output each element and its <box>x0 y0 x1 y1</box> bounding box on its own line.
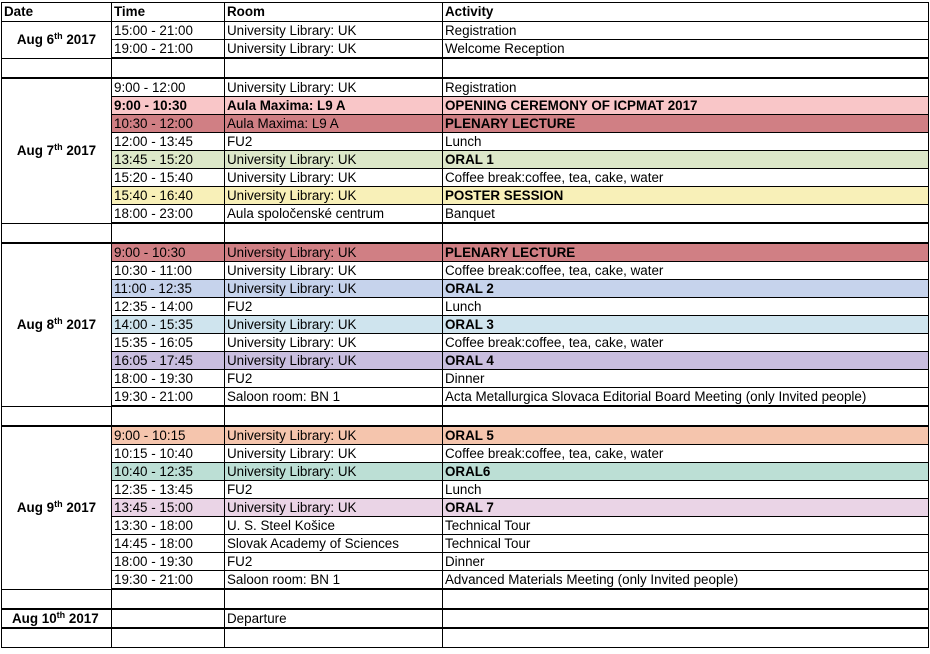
activity-cell: Acta Metallurgica Slovaca Editorial Board Meeting (only Invited people) <box>443 388 929 407</box>
activity-cell: ORAL6 <box>443 463 929 481</box>
table-row <box>2 298 929 316</box>
table-row <box>2 352 929 370</box>
header-activity: Activity <box>443 3 929 22</box>
separator-row <box>2 223 929 243</box>
table-row <box>2 151 929 169</box>
activity-cell: Technical Tour <box>443 517 929 535</box>
room-cell: University Library: UK <box>225 499 443 517</box>
room-cell: University Library: UK <box>225 334 443 352</box>
room-cell: FU2 <box>225 481 443 499</box>
activity-cell: Advanced Materials Meeting (only Invited people) <box>443 571 929 590</box>
activity-cell: Banquet <box>443 205 929 224</box>
room-cell: Departure <box>225 609 443 628</box>
table-row <box>2 316 929 334</box>
table-row <box>2 553 929 571</box>
room-cell: Aula Maxima: L9 A <box>225 115 443 133</box>
time-cell: 15:00 - 21:00 <box>112 22 225 40</box>
table-row <box>2 78 929 97</box>
time-cell: 19:30 - 21:00 <box>112 571 225 590</box>
time-cell: 15:20 - 15:40 <box>112 169 225 187</box>
separator-row <box>2 58 929 78</box>
header-time: Time <box>112 3 225 22</box>
table-row <box>2 370 929 388</box>
time-cell: 10:30 - 12:00 <box>112 115 225 133</box>
time-cell: 12:00 - 13:45 <box>112 133 225 151</box>
activity-cell: Coffee break:coffee, tea, cake, water <box>443 334 929 352</box>
room-cell: University Library: UK <box>225 280 443 298</box>
time-cell: 10:15 - 10:40 <box>112 445 225 463</box>
table-row <box>2 445 929 463</box>
table-row <box>2 481 929 499</box>
activity-cell: ORAL 1 <box>443 151 929 169</box>
room-cell: University Library: UK <box>225 352 443 370</box>
time-cell: 18:00 - 23:00 <box>112 205 225 224</box>
table-row <box>2 133 929 151</box>
activity-cell: Welcome Reception <box>443 40 929 59</box>
day-date: Aug 8th 2017 <box>2 243 112 406</box>
activity-cell: ORAL 3 <box>443 316 929 334</box>
table-row <box>2 463 929 481</box>
table-row <box>2 40 929 59</box>
room-cell: FU2 <box>225 553 443 571</box>
table-row <box>2 262 929 280</box>
table-row <box>2 388 929 407</box>
separator-row <box>2 628 929 648</box>
time-cell: 9:00 - 10:15 <box>112 426 225 445</box>
table-row <box>2 187 929 205</box>
time-cell: 13:30 - 18:00 <box>112 517 225 535</box>
time-cell: 18:00 - 19:30 <box>112 370 225 388</box>
activity-cell: PLENARY LECTURE <box>443 115 929 133</box>
time-cell: 9:00 - 12:00 <box>112 78 225 97</box>
time-cell: 19:30 - 21:00 <box>112 388 225 407</box>
room-cell: Aula spoločenské centrum <box>225 205 443 224</box>
time-cell: 11:00 - 12:35 <box>112 280 225 298</box>
table-row <box>2 609 929 628</box>
room-cell: University Library: UK <box>225 78 443 97</box>
activity-cell: Lunch <box>443 133 929 151</box>
room-cell: Slovak Academy of Sciences <box>225 535 443 553</box>
activity-cell: Dinner <box>443 370 929 388</box>
table-row <box>2 169 929 187</box>
activity-cell: Registration <box>443 22 929 40</box>
day-date: Aug 6th 2017 <box>2 22 112 59</box>
activity-cell <box>443 609 929 628</box>
activity-cell: PLENARY LECTURE <box>443 243 929 262</box>
day-date: Aug 7th 2017 <box>2 78 112 223</box>
table-row <box>2 334 929 352</box>
day-date: Aug 10th 2017 <box>2 609 112 628</box>
time-cell: 14:00 - 15:35 <box>112 316 225 334</box>
table-row <box>2 499 929 517</box>
time-cell: 15:40 - 16:40 <box>112 187 225 205</box>
room-cell: FU2 <box>225 298 443 316</box>
table-row <box>2 280 929 298</box>
table-row <box>2 571 929 590</box>
time-cell: 16:05 - 17:45 <box>112 352 225 370</box>
separator-row <box>2 589 929 609</box>
room-cell: University Library: UK <box>225 243 443 262</box>
time-cell: 13:45 - 15:20 <box>112 151 225 169</box>
table-row <box>2 517 929 535</box>
time-cell: 18:00 - 19:30 <box>112 553 225 571</box>
room-cell: University Library: UK <box>225 262 443 280</box>
table-row <box>2 243 929 262</box>
header-room: Room <box>225 3 443 22</box>
time-cell: 9:00 - 10:30 <box>112 243 225 262</box>
activity-cell: Registration <box>443 78 929 97</box>
room-cell: University Library: UK <box>225 463 443 481</box>
room-cell: Saloon room: BN 1 <box>225 388 443 407</box>
room-cell: University Library: UK <box>225 316 443 334</box>
table-row <box>2 115 929 133</box>
table-row <box>2 426 929 445</box>
schedule-table <box>1 2 929 648</box>
room-cell: University Library: UK <box>225 22 443 40</box>
table-row <box>2 22 929 40</box>
activity-cell: Coffee break:coffee, tea, cake, water <box>443 262 929 280</box>
time-cell: 12:35 - 14:00 <box>112 298 225 316</box>
room-cell: U. S. Steel Košice <box>225 517 443 535</box>
activity-cell: ORAL 5 <box>443 426 929 445</box>
time-cell: 10:30 - 11:00 <box>112 262 225 280</box>
activity-cell: POSTER SESSION <box>443 187 929 205</box>
table-row <box>2 535 929 553</box>
time-cell: 15:35 - 16:05 <box>112 334 225 352</box>
room-cell: FU2 <box>225 370 443 388</box>
activity-cell: ORAL 2 <box>443 280 929 298</box>
table-row <box>2 97 929 115</box>
room-cell: University Library: UK <box>225 187 443 205</box>
activity-cell: ORAL 4 <box>443 352 929 370</box>
time-cell: 9:00 - 10:30 <box>112 97 225 115</box>
room-cell: FU2 <box>225 133 443 151</box>
activity-cell: Lunch <box>443 481 929 499</box>
time-cell: 14:45 - 18:00 <box>112 535 225 553</box>
activity-cell: OPENING CEREMONY OF ICPMAT 2017 <box>443 97 929 115</box>
room-cell: University Library: UK <box>225 151 443 169</box>
room-cell: University Library: UK <box>225 445 443 463</box>
room-cell: Aula Maxima: L9 A <box>225 97 443 115</box>
header-row <box>2 3 929 22</box>
activity-cell: Technical Tour <box>443 535 929 553</box>
time-cell: 19:00 - 21:00 <box>112 40 225 59</box>
activity-cell: Coffee break:coffee, tea, cake, water <box>443 169 929 187</box>
activity-cell: Lunch <box>443 298 929 316</box>
time-cell: 13:45 - 15:00 <box>112 499 225 517</box>
header-date: Date <box>2 3 112 22</box>
room-cell: University Library: UK <box>225 40 443 59</box>
room-cell: Saloon room: BN 1 <box>225 571 443 590</box>
separator-row <box>2 406 929 426</box>
room-cell: University Library: UK <box>225 426 443 445</box>
activity-cell: ORAL 7 <box>443 499 929 517</box>
activity-cell: Coffee break:coffee, tea, cake, water <box>443 445 929 463</box>
table-row <box>2 205 929 224</box>
activity-cell: Dinner <box>443 553 929 571</box>
time-cell: 12:35 - 13:45 <box>112 481 225 499</box>
time-cell: 10:40 - 12:35 <box>112 463 225 481</box>
time-cell <box>112 609 225 628</box>
room-cell: University Library: UK <box>225 169 443 187</box>
day-date: Aug 9th 2017 <box>2 426 112 589</box>
